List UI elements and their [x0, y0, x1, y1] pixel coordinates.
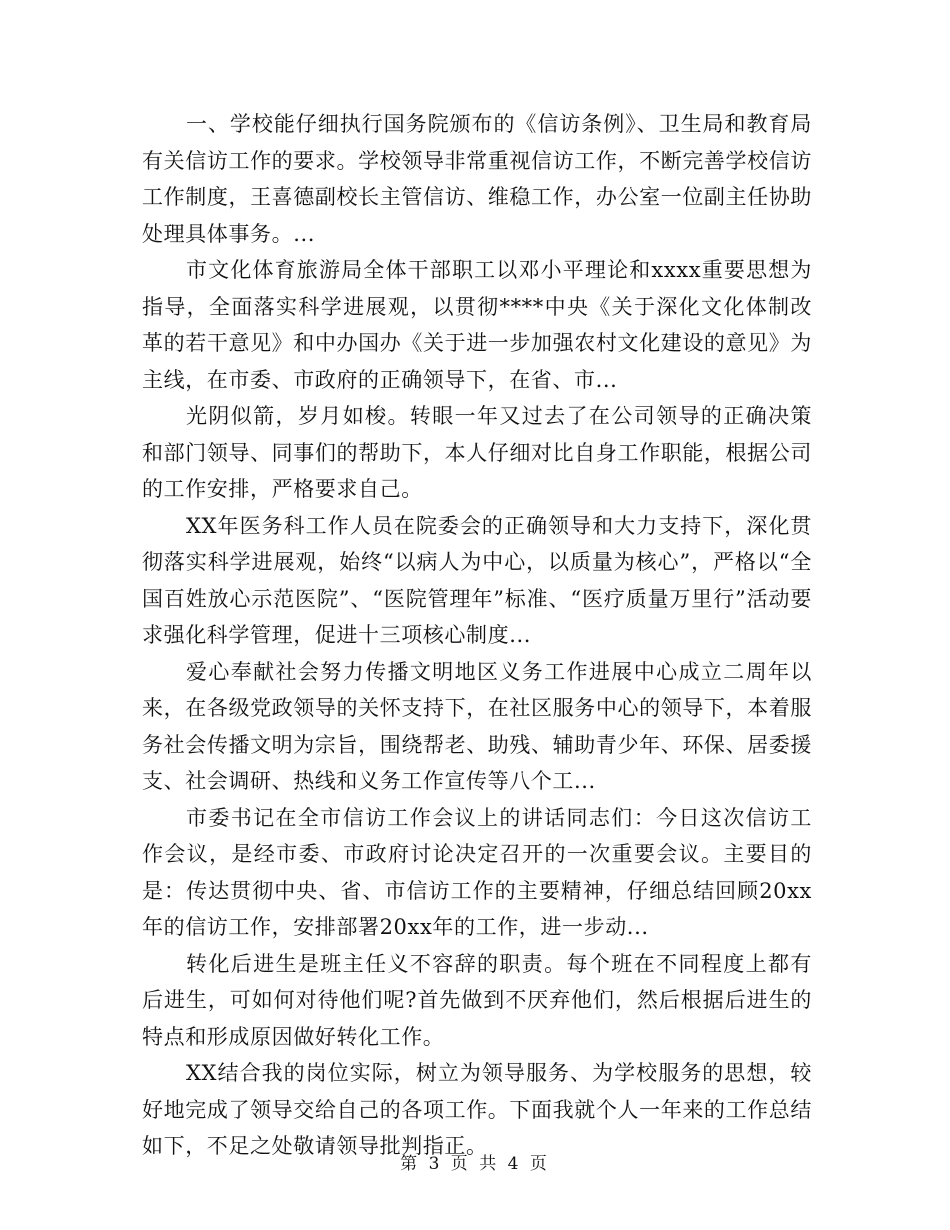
- document-body: [142, 106, 812, 1165]
- paragraph-8: XX结合我的岗位实际，树立为领导服务、为学校服务的思想，较好地完成了领导交给自己的各项工作。下面我就个人一年来的工作总结如下，不足之处敬请领导批判指正。: [142, 1061, 812, 1158]
- paragraph-2: 市文化体育旅游局全体干部职工以邓小平理论和xxxx重要思想为指导，全面落实科学进展观，以贯彻****中央《关于深化文化体制改革的若干意见》和中办国办《关于进一步加强农村文化建设的意见》为主线，在市委、市政府的正确领导下，在省、市...: [142, 258, 812, 392]
- paragraph-7: 转化后进生是班主任义不容辞的职责。每个班在不同程度上都有后进生，可如何对待他们呢?首先做到不厌弃他们，然后根据后进生的特点和形成原因做好转化工作。: [142, 951, 812, 1049]
- page-number-footer: 第 3 页 共 4 页: [400, 1154, 550, 1174]
- paragraph-1: 一、学校能仔细执行国务院颁布的《信访条例》、卫生局和教育局有关信访工作的要求。学校领导非常重视信访工作，不断完善学校信访工作制度，王喜德副校长主管信访、维稳工作，办公室一位副主任协助处理具体事务。...: [142, 112, 812, 246]
- paragraph-6: 市委书记在全市信访工作会议上的讲话同志们：今日这次信访工作会议，是经市委、市政府讨论决定召开的一次重要会议。主要目的是：传达贯彻中央、省、市信访工作的主要精神，仔细总结回顾20xx年的信访工作，安排部署20xx年的工作，进一步动...: [142, 805, 812, 939]
- paragraph-5: 爱心奉献社会努力传播文明地区义务工作进展中心成立二周年以来，在各级党政领导的关怀支持下，在社区服务中心的领导下，本着服务社会传播文明为宗旨，围绕帮老、助残、辅助青少年、环保、居委援支、社会调研、热线和义务工作宣传等八个工...: [142, 659, 812, 793]
- paragraph-4: XX年医务科工作人员在院委会的正确领导和大力支持下，深化贯彻落实科学进展观，始终“以病人为中心，以质量为核心”，严格以“全国百姓放心示范医院”、“医院管理年”标准、“医疗质量万里行”活动要求强化科学管理，促进十三项核心制度...: [142, 513, 812, 647]
- paragraph-3: 光阴似箭，岁月如梭。转眼一年又过去了在公司领导的正确决策和部门领导、同事们的帮助下，本人仔细对比自身工作职能，根据公司的工作安排，严格要求自己。: [142, 404, 812, 501]
